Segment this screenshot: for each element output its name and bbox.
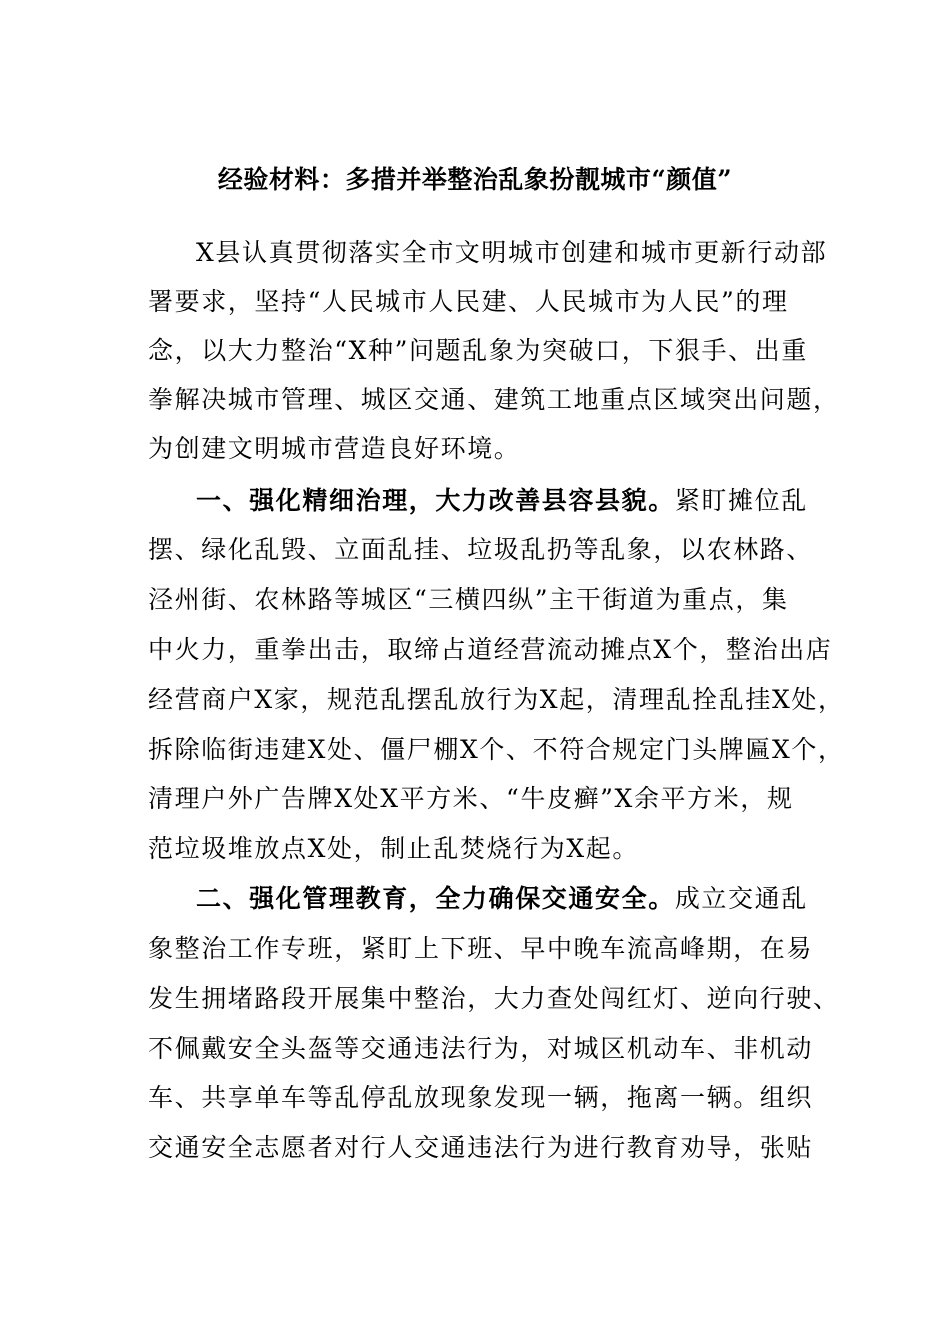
paragraph-1-line-3: 念，以大力整治“X种”问题乱象为突破口，下狠手、出重 [148,336,808,365]
paragraph-2-line-1 [196,481,808,521]
paragraph-1-line-4: 拳解决城市管理、城区交通、建筑工地重点区域突出问题， [148,385,840,414]
document-title: 经验材料：多措并举整治乱象扮靓城市“颜值” [217,165,733,194]
paragraph-1-line-1: X县认真贯彻落实全市文明城市创建和城市更新行动部 [196,238,828,267]
paragraph-3-line-3: 发生拥堵路段开展集中整治，大力查处闯红灯、逆向行驶、 [148,984,840,1013]
paragraph-2-line-3: 泾州街、农林路等城区“三横四纵”主干街道为重点，集 [148,585,789,614]
paragraph-3-line-2: 象整治工作专班，紧盯上下班、早中晚车流高峰期，在易 [148,934,814,963]
section-heading-1: 一、强化精细治理，大力改善县容县貌。 [196,486,675,515]
paragraph-2-line-8: 范垃圾堆放点X处，制止乱焚烧行为X起。 [148,834,639,863]
paragraph-1-line-5: 为创建文明城市营造良好环境。 [148,434,521,463]
paragraph-3-first-line-rest: 成立交通乱 [674,884,808,913]
paragraph-2-line-7: 清理户外广告牌X处X平方米、“牛皮癣”X余平方米，规 [148,784,794,813]
paragraph-1-line-2: 署要求，坚持“人民城市人民建、人民城市为人民”的理 [148,287,789,316]
section-heading-2: 二、强化管理教育，全力确保交通安全。 [196,884,675,913]
paragraph-2-line-4: 中火力，重拳出击，取缔占道经营流动摊点X个，整治出店 [148,635,833,664]
paragraph-3-line-6: 交通安全志愿者对行人交通违法行为进行教育劝导，张贴 [148,1133,814,1162]
paragraph-3-line-4: 不佩戴安全头盔等交通违法行为，对城区机动车、非机动 [148,1034,814,1063]
paragraph-3-line-5: 车、共享单车等乱停乱放现象发现一辆，拖离一辆。组织 [148,1083,814,1112]
paragraph-3-line-1 [196,879,808,919]
paragraph-2-line-6: 拆除临街违建X处、僵尸棚X个、不符合规定门头牌匾X个， [148,735,845,764]
paragraph-2-line-5: 经营商户X家，规范乱摆乱放行为X起，清理乱拴乱挂X处， [148,685,845,714]
paragraph-2-first-line-rest: 紧盯摊位乱 [674,486,808,515]
paragraph-2-line-2: 摆、绿化乱毁、立面乱挂、垃圾乱扔等乱象，以农林路、 [148,535,814,564]
